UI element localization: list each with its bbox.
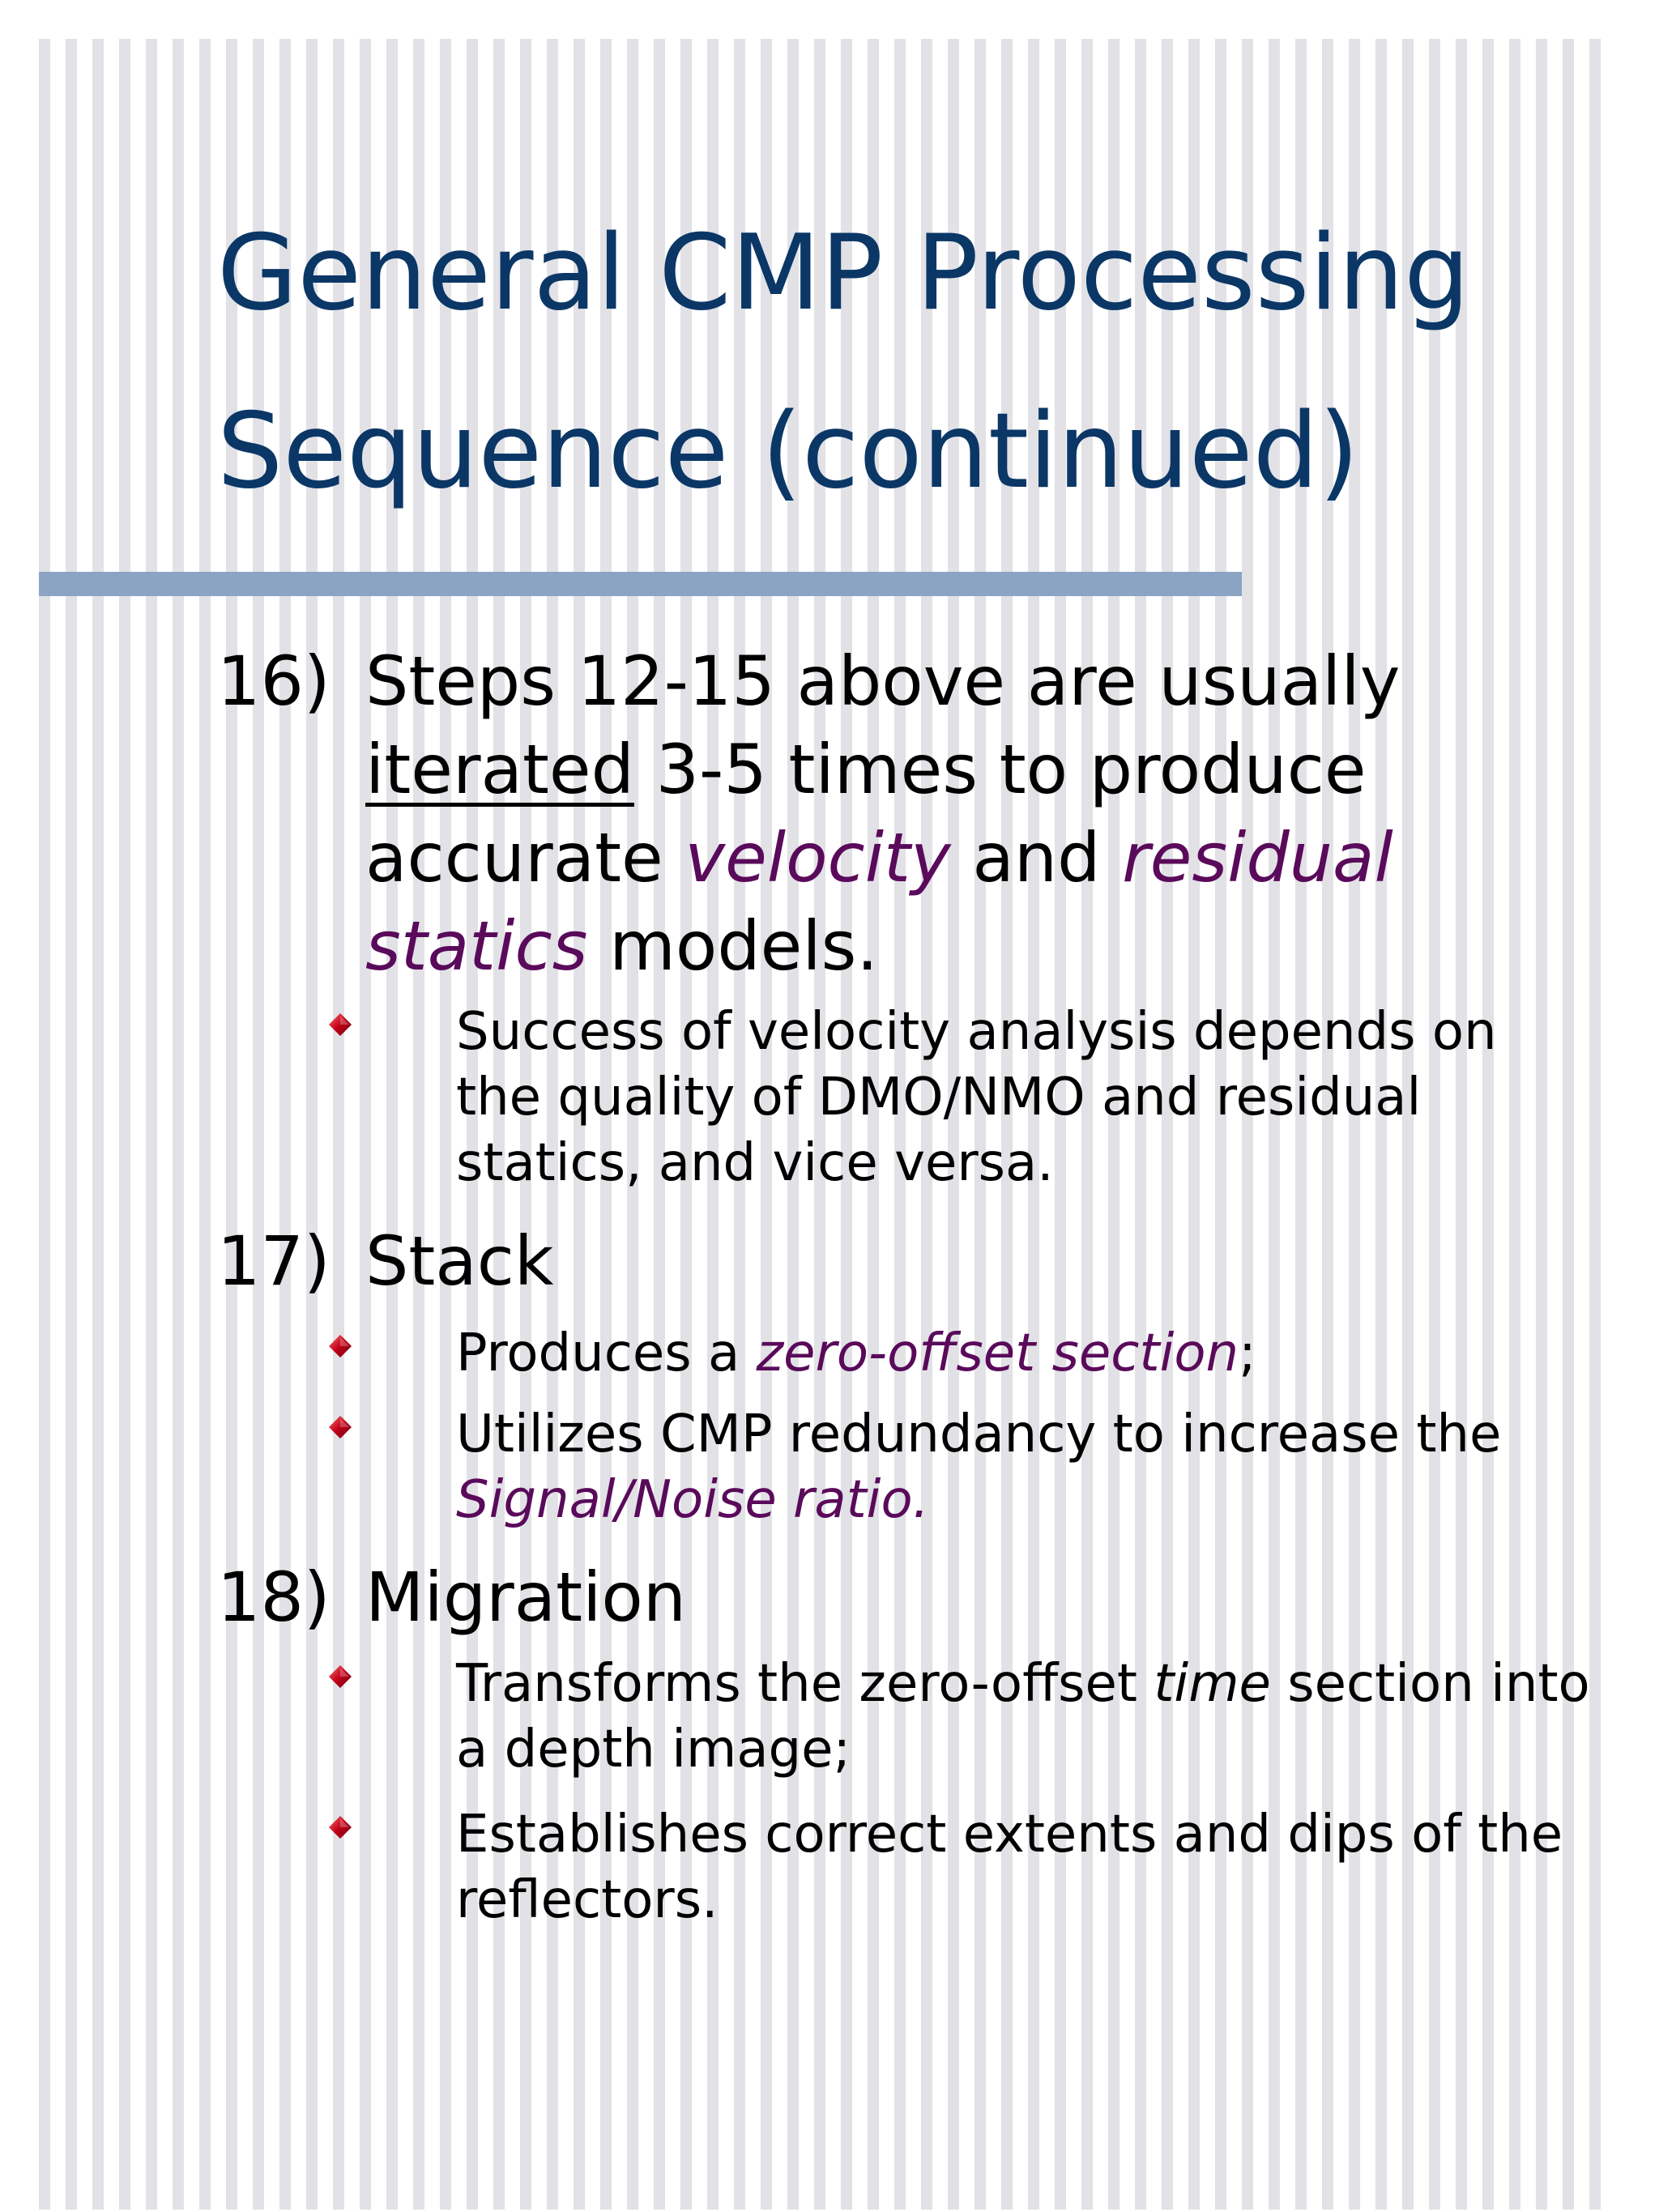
bullet-item [328,1402,1592,1533]
emphasis-velocity: velocity [684,818,951,897]
underlined-term-iterated: iterated [365,730,634,809]
emphasis-signal-noise-ratio: Signal/Noise ratio. [456,1470,929,1530]
step-text: Migration [365,1558,687,1637]
bullet-item [328,1652,1592,1783]
bullet-item [328,999,1592,1196]
emphasis-residual-statics: residual statics [365,818,1393,986]
slide-title: General CMP Processing Sequence (continued) [217,213,1470,512]
bullet-text-part: Utilizes CMP redundancy to increase the [456,1404,1502,1464]
bullet-text: Establishes correct extents and dips of the reflectors. [456,1805,1563,1930]
step-text: Stack [365,1221,554,1301]
diamond-bullet-icon [328,1664,352,1689]
step-text-part: models. [587,906,879,986]
step-number: 17) [217,1221,331,1301]
diamond-bullet-icon [328,1334,352,1358]
bullet-item [328,1321,1592,1387]
bullet-text-part: section into a depth image; [456,1654,1590,1779]
emphasis-time: time [1154,1654,1271,1714]
bullet-item [328,1802,1592,1933]
diamond-bullet-icon [328,1012,352,1037]
bullet-text: Success of velocity analysis depends on the quality of DMO/NMO and residual statics, and vice versa. [456,1002,1497,1193]
diamond-bullet-icon [328,1415,352,1439]
step-text [365,637,1580,991]
bullet-text-part: ; [1239,1323,1256,1383]
diamond-bullet-icon [328,1815,352,1839]
step-number: 16) [217,641,331,721]
step-text-part: Steps 12-15 above are usually [365,641,1401,721]
bullet-text-part: Produces a [456,1323,757,1383]
title-divider [39,572,1242,596]
step-number: 18) [217,1558,331,1637]
emphasis-zero-offset-section: zero-offset section [756,1323,1239,1383]
bullet-text-part: Transforms the zero-offset [456,1654,1154,1714]
step-text-part: 3-5 times to produce accurate [365,730,1367,897]
step-text-part: and [950,818,1123,897]
